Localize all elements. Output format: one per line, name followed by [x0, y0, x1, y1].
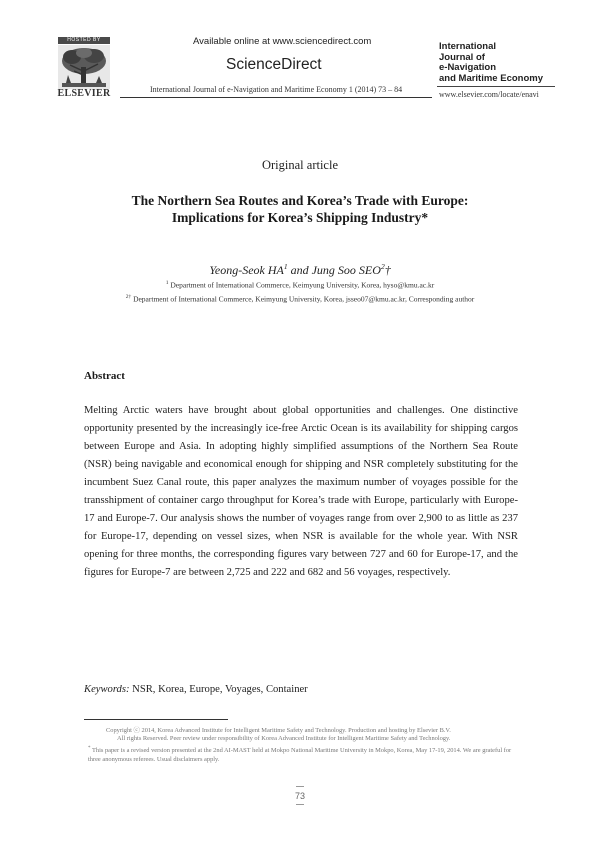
affiliation	[0, 294, 600, 304]
elsevier-tree-logo	[58, 45, 110, 89]
page-number: 73	[294, 791, 305, 801]
affiliation-text: Department of International Commerce, Keimyung University, Korea, jsseo07@kmu.ac.kr, Corresponding author	[131, 294, 475, 304]
affiliation-text: Department of International Commerce, Keimyung University, Korea, hyso@kmu.ac.kr	[168, 280, 435, 290]
corresponding-author-mark: †	[384, 263, 391, 277]
hosted-by-label: HOSTED BY	[58, 37, 110, 44]
journal-brand-line: e-Navigation	[439, 62, 497, 73]
publisher-wordmark: ELSEVIER	[57, 88, 111, 99]
journal-brand	[439, 42, 569, 84]
acknowledgement-footnote	[88, 745, 524, 764]
page-number-rule	[296, 786, 304, 787]
journal-brand-line: Journal of	[439, 51, 485, 63]
available-online-link[interactable]: Available online at www.sciencedirect.com	[193, 36, 372, 47]
affiliation-mark: 2†	[125, 294, 132, 300]
journal-site-link[interactable]: www.elsevier.com/locate/enavi	[439, 90, 539, 99]
author-conjunction: and	[287, 263, 312, 277]
copyright-notice: All rights Reserved. Peer review under responsibility of Korea Advanced Institute for Intelligent Maritime Safety and Technology.	[117, 735, 451, 742]
journal-reference: International Journal of e-Navigation and Maritime Economy 1 (2014) 73 – 84	[150, 85, 403, 94]
page-number-rule	[296, 804, 304, 805]
footnote-mark: *	[88, 746, 91, 751]
article-type: Original article	[261, 158, 338, 172]
article-title-line: The Northern Sea Routes and Korea’s Trade with Europe:	[131, 193, 469, 208]
author-name: Yeong-Seok HA	[209, 263, 284, 277]
sciencedirect-wordmark: ScienceDirect	[226, 56, 322, 73]
footnote-text: This paper is a revised version presented at the 2nd AI-MAST held at Mokpo National Maritime University in Mokpo, Korea, May 17-19, 2014. We are grateful for three anonymous referees. Usual disclaimers apply.	[88, 747, 512, 763]
abstract-body: Melting Arctic waters have brought about global opportunities and challenges. One distinctive opportunity presented by the increasingly ice-free Arctic Ocean is its availability for shipping cargos between Europe and Asia. In adopting highly simplified assumptions of the Northern Sea Route (NSR) being navigable and economical enough for shipping and NSR completely substituting for the incumbent Suez Canal route, this paper analyzes the maximum number of voyages possible for the transshipment of container cargo throughput for Korea’s trade with Europe, particularly with Europe-17 and Europe-7. Our analysis shows the number of voyages range from over 2,900 to as little as 237 for Europe-17, depending on vessel sizes, when NSR is available for the whole year. With NSR opening for three months, the corresponding figures vary between 727 and 60 for Europe-17, and the figures for Europe-7 are between 2,725 and 222 and 682 and 56 voyages, respectively.	[84, 405, 518, 578]
journal-brand-line: and Maritime Economy	[439, 72, 543, 84]
author-name: Jung Soo SEO	[311, 263, 381, 277]
journal-brand-line: International	[439, 41, 497, 52]
abstract-heading: Abstract	[84, 370, 125, 382]
footnote-divider	[84, 719, 228, 720]
keywords-label: Keywords:	[84, 684, 130, 695]
author-affiliation-mark: 2	[380, 262, 385, 271]
keywords	[84, 684, 308, 695]
copyright-notice: Copyright ⓒ 2014, Korea Advanced Institute for Intelligent Maritime Safety and Technology. Production and hosting by Elsevier B.V.	[106, 727, 451, 734]
keywords-values: NSR, Korea, Europe, Voyages, Container	[129, 684, 308, 695]
author-list	[0, 262, 600, 278]
article-title	[60, 192, 540, 226]
affiliation-mark: 1	[165, 280, 169, 286]
brand-divider	[437, 86, 555, 87]
article-title-line: Implications for Korea’s Shipping Industry*	[171, 210, 429, 225]
affiliation	[0, 280, 600, 290]
header-divider	[120, 97, 432, 98]
author-affiliation-mark: 1	[283, 262, 288, 271]
